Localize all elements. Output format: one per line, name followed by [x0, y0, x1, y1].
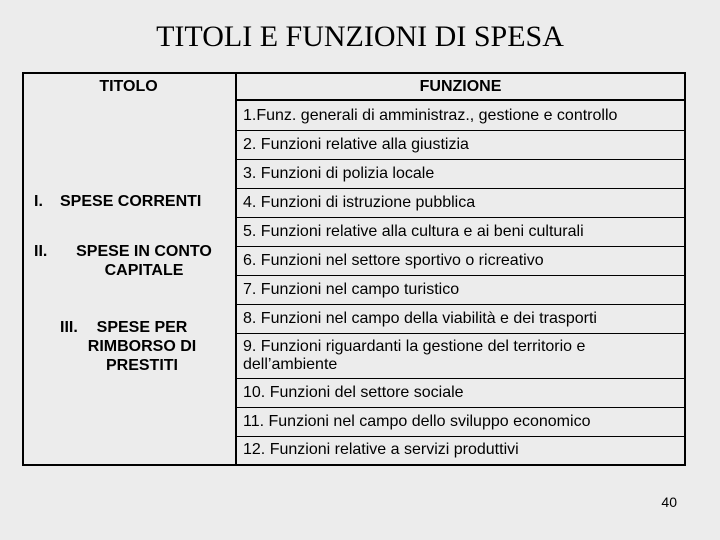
funzione-row: 1.Funz. generali di amministraz., gestione e controllo — [243, 107, 618, 124]
funzione-row: 8. Funzioni nel campo della viabilità e dei trasporti — [243, 310, 597, 327]
row-separator — [235, 246, 686, 247]
header-separator — [235, 99, 686, 101]
table-top-border — [22, 72, 686, 74]
row-separator — [235, 407, 686, 408]
funzione-row: 7. Funzioni nel campo turistico — [243, 281, 460, 298]
funzione-row: 12. Funzioni relative a servizi produttivi — [243, 441, 519, 458]
row-separator — [235, 130, 686, 131]
titolo-number: I. — [34, 193, 43, 210]
titolo-label: SPESE CORRENTI — [60, 193, 202, 210]
row-separator — [235, 378, 686, 379]
page-number: 40 — [661, 494, 677, 510]
funzione-row: 5. Funzioni relative alla cultura e ai beni culturali — [243, 223, 584, 240]
titolo-label: SPESE PER RIMBORSO DI PRESTITI — [87, 319, 197, 374]
titolo-label: SPESE IN CONTO CAPITALE — [76, 243, 212, 279]
funzione-row: 3. Funzioni di polizia locale — [243, 165, 435, 182]
titolo-item-2 — [34, 242, 234, 280]
funzione-row: 2. Funzioni relative alla giustizia — [243, 136, 469, 153]
titolo-item-3 — [60, 318, 220, 375]
table-left-border — [22, 72, 24, 466]
funzione-row: 4. Funzioni di istruzione pubblica — [243, 194, 476, 211]
header-titolo: TITOLO — [99, 78, 158, 95]
row-separator — [235, 275, 686, 276]
table-bottom-border — [22, 464, 686, 466]
funzione-row: 10. Funzioni del settore sociale — [243, 384, 464, 401]
titolo-item-1 — [34, 192, 234, 211]
funzione-row: 6. Funzioni nel settore sportivo o ricreativo — [243, 252, 544, 269]
funzione-row: 11. Funzioni nel campo dello sviluppo economico — [243, 413, 591, 430]
header-funzione: FUNZIONE — [419, 78, 502, 95]
row-separator — [235, 159, 686, 160]
titolo-number: II. — [34, 243, 48, 260]
titoli-funzioni-table — [22, 72, 686, 466]
funzione-row: 9. Funzioni riguardanti la gestione del territorio e dell’ambiente — [243, 338, 586, 373]
row-separator — [235, 436, 686, 437]
titolo-number: III. — [60, 319, 78, 336]
row-separator — [235, 217, 686, 218]
slide-title: TITOLI E FUNZIONI DI SPESA — [156, 20, 564, 53]
row-separator — [235, 304, 686, 305]
row-separator — [235, 333, 686, 334]
row-separator — [235, 188, 686, 189]
